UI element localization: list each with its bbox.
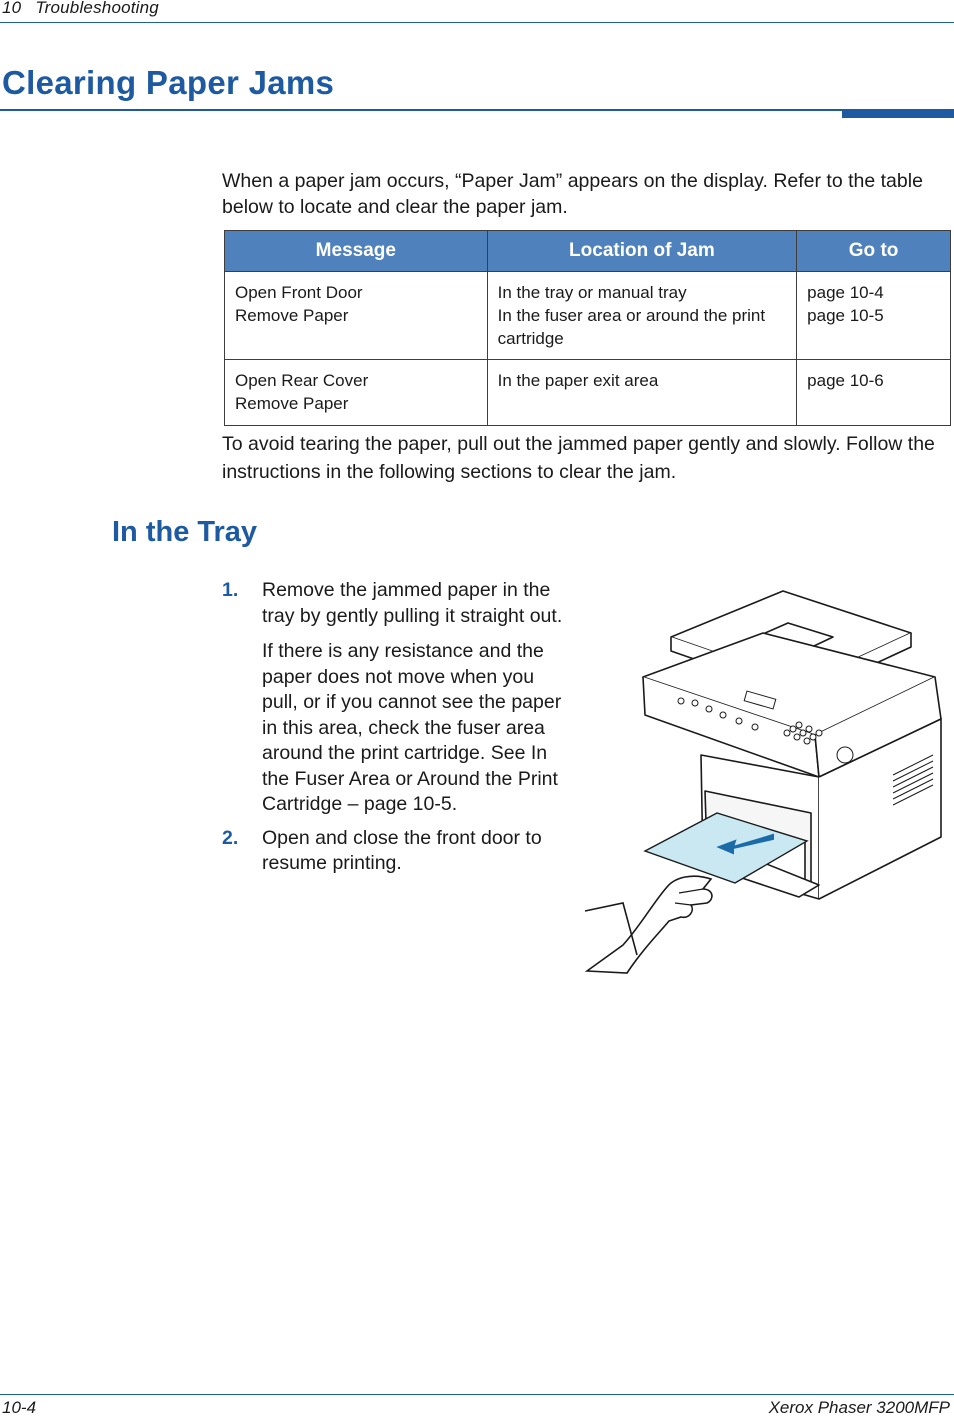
table-row — [225, 360, 951, 426]
step-item — [222, 578, 572, 818]
chapter-title: Troubleshooting — [35, 0, 159, 17]
steps-list — [222, 578, 572, 877]
section-title: In the Tray — [112, 516, 258, 548]
cell-location — [487, 272, 797, 360]
message-line: Remove Paper — [235, 394, 349, 413]
column-header-location: Location of Jam — [487, 231, 797, 272]
footer-rule — [0, 1394, 954, 1395]
footer-product-name: Xerox Phaser 3200MFP — [768, 1398, 950, 1417]
step-number: 2. — [222, 826, 239, 849]
header-rule — [0, 22, 954, 23]
table-row — [225, 272, 951, 360]
chapter-number: 10 — [2, 0, 22, 17]
location-line: In the fuser area or around the print cartridge — [497, 306, 766, 348]
cell-message — [225, 272, 488, 360]
cell-goto — [797, 272, 951, 360]
location-line: In the paper exit area — [497, 371, 659, 390]
title-tab — [842, 111, 954, 118]
footer-page-number: 10-4 — [2, 1398, 37, 1417]
cell-location — [487, 360, 797, 426]
column-header-goto: Go to — [797, 231, 951, 272]
cell-goto — [797, 360, 951, 426]
intro-paragraph: When a paper jam occurs, “Paper Jam” appears on the display. Refer to the table below to locate and clear the paper jam. — [222, 170, 923, 218]
table-header-row — [225, 231, 951, 272]
step-text: Remove the jammed paper in the tray by gently pulling it straight out. — [262, 579, 563, 627]
step-number: 1. — [222, 579, 239, 601]
printer-paper-jam-illustration — [583, 585, 948, 980]
message-line: Open Front Door — [235, 283, 363, 302]
goto-link[interactable]: page 10-6 — [807, 371, 884, 390]
page-title: Clearing Paper Jams — [2, 64, 335, 101]
cell-message — [225, 360, 488, 426]
paper-jam-table — [224, 230, 951, 426]
running-header — [2, 0, 159, 18]
message-line: Open Rear Cover — [235, 371, 369, 390]
step-subtext: If there is any resistance and the paper does not move when you pull, or if you cannot see the paper in this area, check the fuser area around the print cartridge. See In the Fuser Area or Around the Print Cartridge – page 10-5. — [262, 640, 562, 815]
goto-link[interactable]: page 10-4 — [807, 283, 884, 302]
title-rule — [0, 109, 954, 111]
message-line: Remove Paper — [235, 306, 349, 325]
location-line: In the tray or manual tray — [497, 283, 687, 302]
step-item — [222, 826, 572, 877]
column-header-message: Message — [225, 231, 488, 272]
caution-paragraph: To avoid tearing the paper, pull out the jammed paper gently and slowly. Follow the instructions in the following sections to clear the jam. — [222, 433, 935, 483]
goto-link[interactable]: page 10-5 — [807, 306, 884, 325]
step-text: Open and close the front door to resume printing. — [262, 826, 542, 874]
